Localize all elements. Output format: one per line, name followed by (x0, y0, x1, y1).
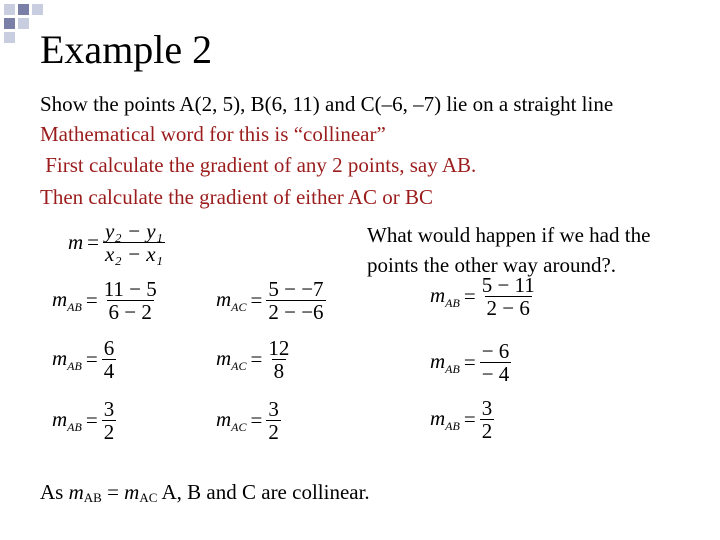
ab-step-1-denominator: 6 − 2 (108, 300, 152, 324)
ac-step-3-sub: AC (231, 419, 247, 434)
ab-step-3-sub: AB (67, 419, 82, 434)
side-question-line-2: points the other way around?. (367, 253, 617, 277)
problem-statement: Show the points A(2, 5), B(6, 11) and C(–6, –7) lie on a straight line (40, 92, 614, 116)
ac-step-2-sub: AC (231, 358, 247, 373)
ab-step-1-sub: AB (67, 299, 82, 314)
formula-denominator: x₂ − x₁ (105, 242, 163, 266)
ab-step-2-sub: AB (67, 358, 82, 373)
step-one: First calculate the gradient of any 2 points, say AB. (40, 153, 477, 177)
ab-step-2-numerator: 6 (103, 336, 115, 360)
ac-step-1-numerator: 5 − −7 (268, 277, 324, 301)
conclusion-prefix: As (40, 480, 69, 504)
slide-title: Example 2 (40, 27, 213, 72)
ac-step-3-numerator: 3 (268, 397, 279, 421)
ab-reversed-step-2-denominator: − 4 (481, 362, 510, 386)
conclusion-suffix: A, B and C are collinear. (157, 480, 370, 504)
ab-reversed-step-2-sub: AB (445, 361, 460, 376)
ab-step-3-denominator: 2 (103, 420, 115, 444)
ab-reversed-step-1-m: m (430, 282, 446, 307)
ac-step-1-sub: AC (231, 299, 247, 314)
conclusion-equals: = (101, 480, 125, 504)
ab-reversed-step-3-denominator: 2 (481, 419, 493, 443)
ab-step-2-denominator: 4 (103, 359, 115, 383)
ab-reversed-step-2-numerator: − 6 (481, 339, 510, 363)
ac-step-3-denominator: 2 (268, 420, 279, 444)
conclusion-m1: m (68, 480, 84, 504)
ac-step-2: $m_{AC}$ = $\frac{12}{8}$ (216, 336, 290, 383)
ab-reversed-step-1: $m_{AB}$ = $\frac{5 - 11}{2 - 6}$ (430, 273, 535, 320)
ab-step-1-numerator: 11 − 5 (103, 277, 157, 301)
side-question-line-1: What would happen if we had the (367, 223, 651, 247)
ac-step-2-m: m (216, 345, 232, 370)
ac-step-1-denominator: 2 − −6 (268, 300, 324, 324)
conclusion-sub1: AB (83, 490, 102, 505)
formula-fraction (103, 220, 165, 265)
ab-step-3: $m_{AB}$ = $\frac{3}{2}$ (52, 397, 115, 444)
conclusion-sub2: AC (139, 490, 158, 505)
ab-step-2: $m_{AB}$ = $\frac{6}{4}$ (52, 336, 115, 383)
formula-m: m (68, 230, 84, 254)
ac-step-2-numerator: 12 (268, 336, 290, 360)
ab-step-3-m: m (52, 406, 68, 431)
ab-reversed-step-3-sub: AB (445, 418, 460, 433)
ac-step-1: $m_{AC}$ = $\frac{5 - -7}{2 - -6}$ (216, 277, 324, 324)
conclusion-m2: m (124, 480, 140, 504)
step-two: Then calculate the gradient of either AC or BC (40, 185, 434, 209)
ab-reversed-step-1-denominator: 2 − 6 (486, 296, 530, 320)
gradient-formula (68, 220, 165, 265)
ab-step-2-m: m (52, 345, 68, 370)
ab-step-1-m: m (52, 286, 68, 311)
ac-step-3: $m_{AC}$ = $\frac{3}{2}$ (216, 397, 279, 444)
ab-reversed-step-2: $m_{AB}$ = $\frac{- 6}{- 4}$ (430, 339, 510, 386)
ab-reversed-step-2-m: m (430, 348, 446, 373)
ac-step-2-denominator: 8 (273, 359, 285, 383)
ab-step-3-numerator: 3 (103, 397, 115, 421)
ab-reversed-step-3-numerator: 3 (481, 396, 493, 420)
formula-numerator: y₂ − y₁ (105, 219, 163, 243)
ab-step-1: $m_{AB}$ = $\frac{11 - 5}{6 - 2}$ (52, 277, 157, 324)
ab-reversed-step-1-sub: AB (445, 295, 460, 310)
ab-reversed-step-1-numerator: 5 − 11 (481, 273, 535, 297)
ac-step-1-m: m (216, 286, 232, 311)
ab-reversed-step-3-m: m (430, 405, 446, 430)
formula-equals: = (87, 230, 100, 254)
ac-step-3-m: m (216, 406, 232, 431)
collinear-definition: Mathematical word for this is “collinear” (40, 122, 386, 146)
conclusion-line (40, 482, 370, 504)
ab-reversed-step-3: $m_{AB}$ = $\frac{3}{2}$ (430, 396, 493, 443)
